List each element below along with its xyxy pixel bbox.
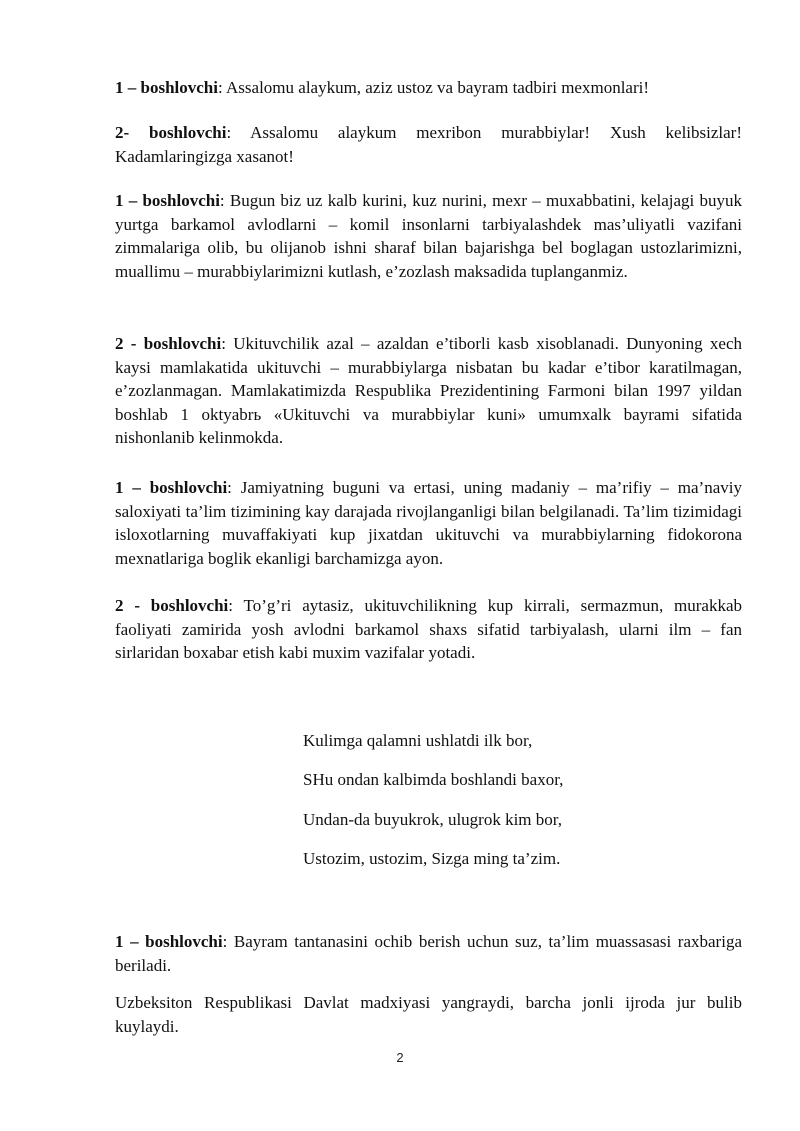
poem-line: SHu ondan kalbimda boshlandi baxor, bbox=[303, 770, 564, 789]
speaker-label: 1 – boshlovchi bbox=[115, 932, 223, 951]
paragraph-3 bbox=[115, 189, 742, 283]
speaker-label: 2 - boshlovchi bbox=[115, 596, 229, 615]
paragraph-text: : Bayram tantanasini ochib berish uchun suz, ta’lim muassasasi raxbariga beriladi. bbox=[115, 932, 742, 975]
speaker-label: 1 – boshlovchi bbox=[115, 478, 228, 497]
poem-line: Kulimga qalamni ushlatdi ilk bor, bbox=[303, 731, 533, 750]
speaker-label: 1 – boshlovchi bbox=[115, 78, 218, 97]
paragraph-text: : To’g’ri aytasiz, ukituvchilikning kup kirrali, sermazmun, murakkab faoliyati zamirida yosh avlodni barkamol shaxs sifatid tarbiyalash, ularni ilm – fan sirlaridan boxabar etish kabi muxim vazifalar yotadi. bbox=[115, 596, 742, 662]
poem-line: Undan-da buyukrok, ulugrok kim bor, bbox=[303, 810, 563, 829]
poem-line: Ustozim, ustozim, Sizga ming ta’zim. bbox=[303, 849, 561, 868]
paragraph-text: : Jamiyatning buguni va ertasi, uning madaniy – ma’rifiy – ma’naviy saloxiyati ta’lim tizimining kay darajada rivojlanganligi bilan belgilanadi. Ta’lim tizimidagi isloxotlarning muvaffakiyati kup jixatdan ukituvchi va murabbiylarning fidokorona mexnatlariga boglik ekanligi barchamizga ayon. bbox=[115, 478, 742, 568]
paragraph-1 bbox=[115, 76, 742, 100]
paragraph-4 bbox=[115, 332, 742, 450]
paragraph-text: : Bugun biz uz kalb kurini, kuz nurini, mexr – muxabbatini, kelajagi buyuk yurtga barkamol avlodlarni – komil insonlarni tarbiyalashdek mas’uliyatli vazifani zimmalariga olib, bu olijanob ishni sharaf bilan bajarishga bel boglagan ustozlarimizni, muallimu – murabbiylarimizni kutlash, e’zozlash maksadida tuplanganmiz. bbox=[115, 191, 742, 281]
paragraph-text: : Assalomu alaykum, aziz ustoz va bayram tadbiri mexmonlari! bbox=[217, 78, 650, 97]
paragraph-text: : Ukituvchilik azal – azaldan e’tiborli kasb xisoblanadi. Dunyoning xech kaysi mamlakatida ukituvchi – murabbiylarga nisbatan bu kadar e’tibor karatilmagan, e’zozlanmagan. Mamlakatimizda Respublika Prezidentining Farmoni bilan 1997 yildan boshlab 1 oktyabrь «Ukituvchi va murabbiylar kuni» umumxalk bayrami sifatida nishonlanib kelinmokda. bbox=[115, 334, 742, 447]
paragraph-text: Uzbeksiton Respublikasi Davlat madxiyasi yangraydi, barcha jonli ijroda jur bulib kuylaydi. bbox=[115, 993, 742, 1036]
page-number: 2 bbox=[396, 1050, 404, 1065]
speaker-label: 1 – boshlovchi bbox=[115, 191, 220, 210]
closing-paragraph-2 bbox=[115, 991, 742, 1038]
paragraph-text: : Assalomu alaykum mexribon murabbiylar! Xush kelibsizlar! Kadamlaringizga xasanot! bbox=[115, 123, 743, 166]
paragraph-5 bbox=[115, 476, 742, 570]
closing-paragraph-1 bbox=[115, 930, 742, 977]
speaker-label: 2- boshlovchi bbox=[115, 123, 227, 142]
paragraph-6 bbox=[115, 594, 742, 665]
paragraph-2 bbox=[115, 121, 742, 168]
speaker-label: 2 - boshlovchi bbox=[115, 334, 222, 353]
